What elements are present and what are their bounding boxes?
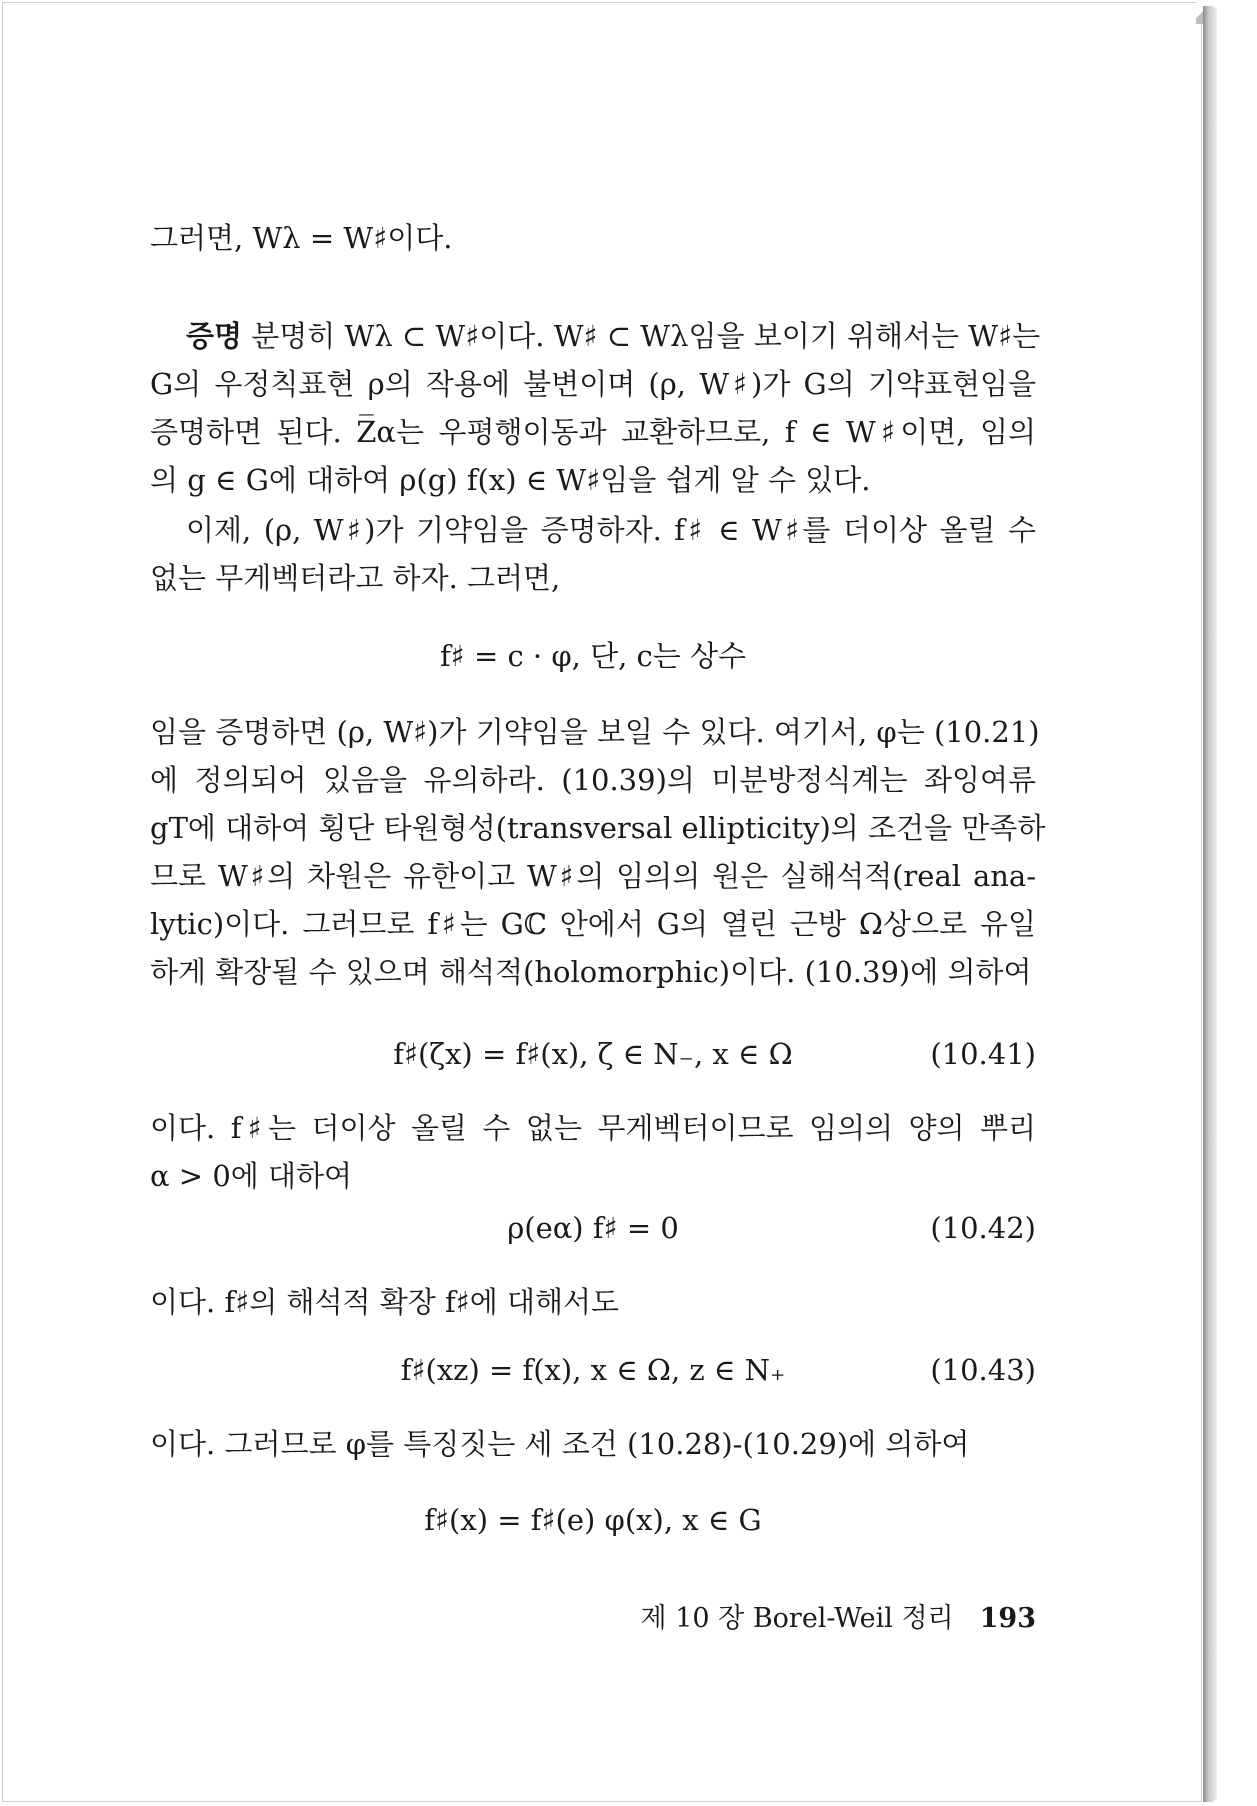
- equation-10-42-row: [150, 1210, 1036, 1246]
- equation-10-43: f♯(xz) = f(x), x ∈ Ω, z ∈ N₊: [400, 1353, 786, 1387]
- equation-10-41: f♯(ζx) = f♯(x), ζ ∈ N₋, x ∈ Ω: [393, 1037, 793, 1071]
- equation-number-10-42: (10.42): [930, 1211, 1036, 1245]
- chapter-title: 제 10 장 Borel-Weil 정리: [640, 1603, 954, 1634]
- equation-10-41-row: [150, 1036, 1036, 1072]
- para3-line-4: 므로 W♯의 차원은 유한이고 W♯의 임의의 원은 실해석적(real ana-: [150, 859, 1036, 893]
- para4-line-2: α > 0에 대하여: [150, 1159, 353, 1193]
- page-edge-shadow: [1203, 6, 1217, 1802]
- para5-line-1: 이다. f♯의 해석적 확장 f♯에 대해서도: [150, 1285, 620, 1319]
- proof-line-3: 증명하면 된다. Z̅α는 우평행이동과 교환하므로, f ∈ W♯이면, 임의: [150, 415, 1036, 449]
- para3-line-2: 에 정의되어 있음을 유의하라. (10.39)의 미분방정식계는 좌잉여류: [150, 763, 1036, 797]
- proof-line-1: [186, 318, 1041, 354]
- equation-fsharp-const: f♯ = c · φ, 단, c는 상수: [439, 639, 747, 673]
- equation-number-10-41: (10.41): [930, 1037, 1036, 1071]
- para6-line-1: 이다. 그러므로 φ를 특징짓는 세 조건 (10.28)-(10.29)에 의하여: [150, 1427, 970, 1461]
- para3-line-6: 하게 확장될 수 있으며 해석적(holomorphic)이다. (10.39)에 의하여: [150, 955, 1032, 989]
- equation-10-43-row: [150, 1352, 1036, 1388]
- proof-label: 증명: [186, 319, 243, 353]
- para3-line-1: 임을 증명하면 (ρ, W♯)가 기약임을 보일 수 있다. 여기서, φ는 (10.21): [150, 715, 1040, 749]
- equation-number-10-43: (10.43): [930, 1353, 1036, 1387]
- para4-line-1: 이다. f♯는 더이상 올릴 수 없는 무게벡터이므로 임의의 양의 뿌리: [150, 1111, 1036, 1145]
- page-footer: [641, 1596, 1036, 1635]
- page-number: 193: [979, 1603, 1036, 1634]
- para2-line-2: 없는 무게벡터라고 하자. 그러면,: [150, 561, 561, 595]
- proof-line-4: 의 g ∈ G에 대하여 ρ(g) f(x) ∈ W♯임을 쉽게 알 수 있다.: [150, 463, 871, 497]
- equation-10-42: ρ(eα) f♯ = 0: [507, 1211, 679, 1245]
- equation-fsharp-phi: f♯(x) = f♯(e) φ(x), x ∈ G: [424, 1503, 762, 1537]
- para3-line-5: lytic)이다. 그러므로 f♯는 Gℂ 안에서 G의 열린 근방 Ω상으로 유일: [150, 907, 1036, 941]
- proof-line-2: G의 우정칙표현 ρ의 작용에 불변이며 (ρ, W♯)가 G의 기약표현임을: [150, 367, 1036, 401]
- para3-line-3: gT에 대하여 횡단 타원형성(transversal ellipticity)의 조건을 만족하: [150, 811, 1046, 845]
- proof-line-1-text: 분명히 Wλ ⊂ W♯이다. W♯ ⊂ Wλ임을 보이기 위해서는 W♯는: [251, 319, 1041, 353]
- statement-end: 그러면, Wλ = W♯이다.: [150, 221, 453, 255]
- para2-line-1: 이제, (ρ, W♯)가 기약임을 증명하자. f♯ ∈ W♯를 더이상 올릴 수: [186, 513, 1036, 547]
